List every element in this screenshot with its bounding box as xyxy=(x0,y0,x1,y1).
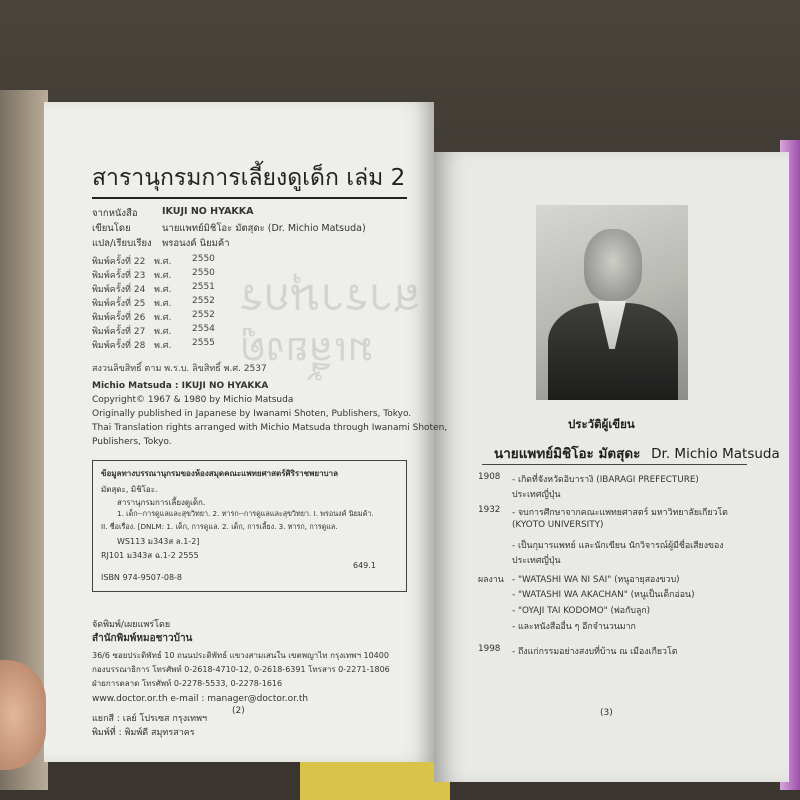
bio-text: - จบการศึกษาจากคณะแพทยศาสตร์ มหาวิทยาลัยเกียวโต xyxy=(512,508,728,518)
copyright-title: Michio Matsuda : IKUJI NO HYAKKA xyxy=(92,381,269,391)
printing-line: พิมพ์ครั้งที่ 23 พ.ศ. 2550 xyxy=(92,268,215,281)
printing-line: พิมพ์ครั้งที่ 25 พ.ศ. 2552 xyxy=(92,296,215,309)
bio-text: - "OYAJI TAI KODOMO" (พ่อกับลูก) xyxy=(512,606,651,616)
author-name xyxy=(494,442,780,464)
bio-text: - เกิดที่จังหวัดอิบารางิ (IBARAGI PREFECTURE) xyxy=(512,475,699,485)
cip-line: สารานุกรมการเลี้ยงดูเด็ก. xyxy=(117,498,206,507)
show-through-text: สารานุกร xyxy=(240,274,421,325)
copyright-line: Publishers, Tokyo. xyxy=(92,437,172,447)
publisher-phone: กองบรรณาธิการ โทรศัพท์ 0-2618-4710-12, 0-2618-6391 โทรสาร 0-2271-1806 xyxy=(92,665,390,674)
color-separation: แยกสี : เลย์ โปรเซส กรุงเทพฯ xyxy=(92,714,208,724)
bio-text: - เป็นกุมารแพทย์ และนักเขียน นักวิจารณ์ผู้มีชื่อเสียงของ xyxy=(512,541,724,551)
bio-year: 1998 xyxy=(478,644,501,654)
author-name-thai: นายแพทย์มิชิโอะ มัตสุดะ xyxy=(494,446,641,462)
name-rule xyxy=(482,464,747,465)
bio-text: - "WATASHI WA AKACHAN" (หนูเป็นเด็กอ่อน) xyxy=(512,590,695,600)
cip-line: RJ101 ม343ส ฉ.1-2 2555 xyxy=(101,551,199,560)
bio-text: (KYOTO UNIVERSITY) xyxy=(512,520,604,530)
bio-text: - "WATASHI WA NI SAI" (หนูอายุสองขวบ) xyxy=(512,575,680,585)
publisher-label: จัดพิมพ์/เผยแพร่โดย xyxy=(92,620,171,630)
cataloging-box xyxy=(92,460,407,592)
printer: พิมพ์ที่ : พิมพ์ดี สมุทรสาคร xyxy=(92,728,195,738)
cip-line: II. ชื่อเรื่อง. [DNLM: 1. เด็ก, การดูแล. 2. เด็ก, การเลี้ยง. 3. ทารก, การดูแล. xyxy=(101,522,338,531)
printing-line: พิมพ์ครั้งที่ 26 พ.ศ. 2552 xyxy=(92,310,215,323)
meta-source: จากหนังสือ IKUJI NO HYAKKA xyxy=(92,206,254,219)
cip-line: 1. เด็ก--การดูแลและสุขวิทยา. 2. ทารก--การดูแลและสุขวิทยา. I. พรอนงค์ นิยมค้า. xyxy=(117,509,374,518)
bio-text: ประเทศญี่ปุ่น xyxy=(512,490,561,500)
title-rule xyxy=(92,197,407,199)
author-name-english: Dr. Michio Matsuda xyxy=(651,446,780,462)
cip-line: WS113 ม343ส ล.1-2] xyxy=(117,537,200,546)
bio-text: ประเทศญี่ปุ่น xyxy=(512,556,561,566)
bio-year: 1908 xyxy=(478,472,501,482)
printing-line: พิมพ์ครั้งที่ 28 พ.ศ. 2555 xyxy=(92,338,215,351)
copyright-line: Copyright© 1967 & 1980 by Michio Matsuda xyxy=(92,395,294,405)
printing-line: พิมพ์ครั้งที่ 27 พ.ศ. 2554 xyxy=(92,324,215,337)
cip-line: มัตสุดะ, มิชิโอะ. xyxy=(101,485,158,494)
cip-heading: ข้อมูลทางบรรณานุกรมของห้องสมุดคณะแพทยศาสตร์ศิริราชพยาบาล xyxy=(101,469,339,478)
cip-class-number: 649.1 xyxy=(353,561,376,570)
bio-year: 1932 xyxy=(478,505,501,515)
copyright-line: Thai Translation rights arranged with Michio Matsuda through Iwanami Shoten, xyxy=(92,423,448,433)
page-number-left: (2) xyxy=(232,706,245,716)
printing-line: พิมพ์ครั้งที่ 24 พ.ศ. 2551 xyxy=(92,282,215,295)
portrait-face xyxy=(584,229,642,301)
copyright-line: Originally published in Japanese by Iwanami Shoten, Publishers, Tokyo. xyxy=(92,409,412,419)
meta-translator: แปล/เรียบเรียง พรอนงค์ นิยมค้า xyxy=(92,238,230,249)
author-portrait xyxy=(536,205,688,400)
rights-line: สงวนลิขสิทธิ์ ตาม พ.ร.บ. ลิขสิทธิ์ พ.ศ. 2537 xyxy=(92,364,267,374)
isbn: ISBN 974-9507-08-8 xyxy=(101,573,183,582)
printing-line: พิมพ์ครั้งที่ 22 พ.ศ. 2550 xyxy=(92,254,215,267)
meta-author: เขียนโดย นายแพทย์มิชิโอะ มัตสุดะ (Dr. Michio Matsuda) xyxy=(92,223,366,234)
book-title: สารานุกรมการเลี้ยงดูเด็ก เล่ม 2 xyxy=(92,165,406,191)
bio-text: - และหนังสืออื่น ๆ อีกจำนวนมาก xyxy=(512,622,636,632)
show-through-text: มเลี้ยงดู xyxy=(240,328,374,374)
publisher-address: 36/6 ซอยประดิพัทธ์ 10 ถนนประดิพัทธ์ แขวงสามเสนใน เขตพญาไท กรุงเทพฯ 10400 xyxy=(92,651,389,660)
publisher-marketing: ฝ่ายการตลาด โทรศัพท์ 0-2278-5533, 0-2278-1616 xyxy=(92,679,283,688)
bio-text: - ถึงแก่กรรมอย่างสงบที่บ้าน ณ เมืองเกียวโต xyxy=(512,647,678,657)
page-number-right: (3) xyxy=(600,708,613,718)
biography-heading: ประวัติผู้เขียน xyxy=(568,417,635,431)
publisher-name: สำนักพิมพ์หมอชาวบ้าน xyxy=(92,633,193,644)
publisher-web: www.doctor.or.th e-mail : manager@doctor.or.th xyxy=(92,694,309,704)
bio-year: ผลงาน xyxy=(478,575,504,585)
